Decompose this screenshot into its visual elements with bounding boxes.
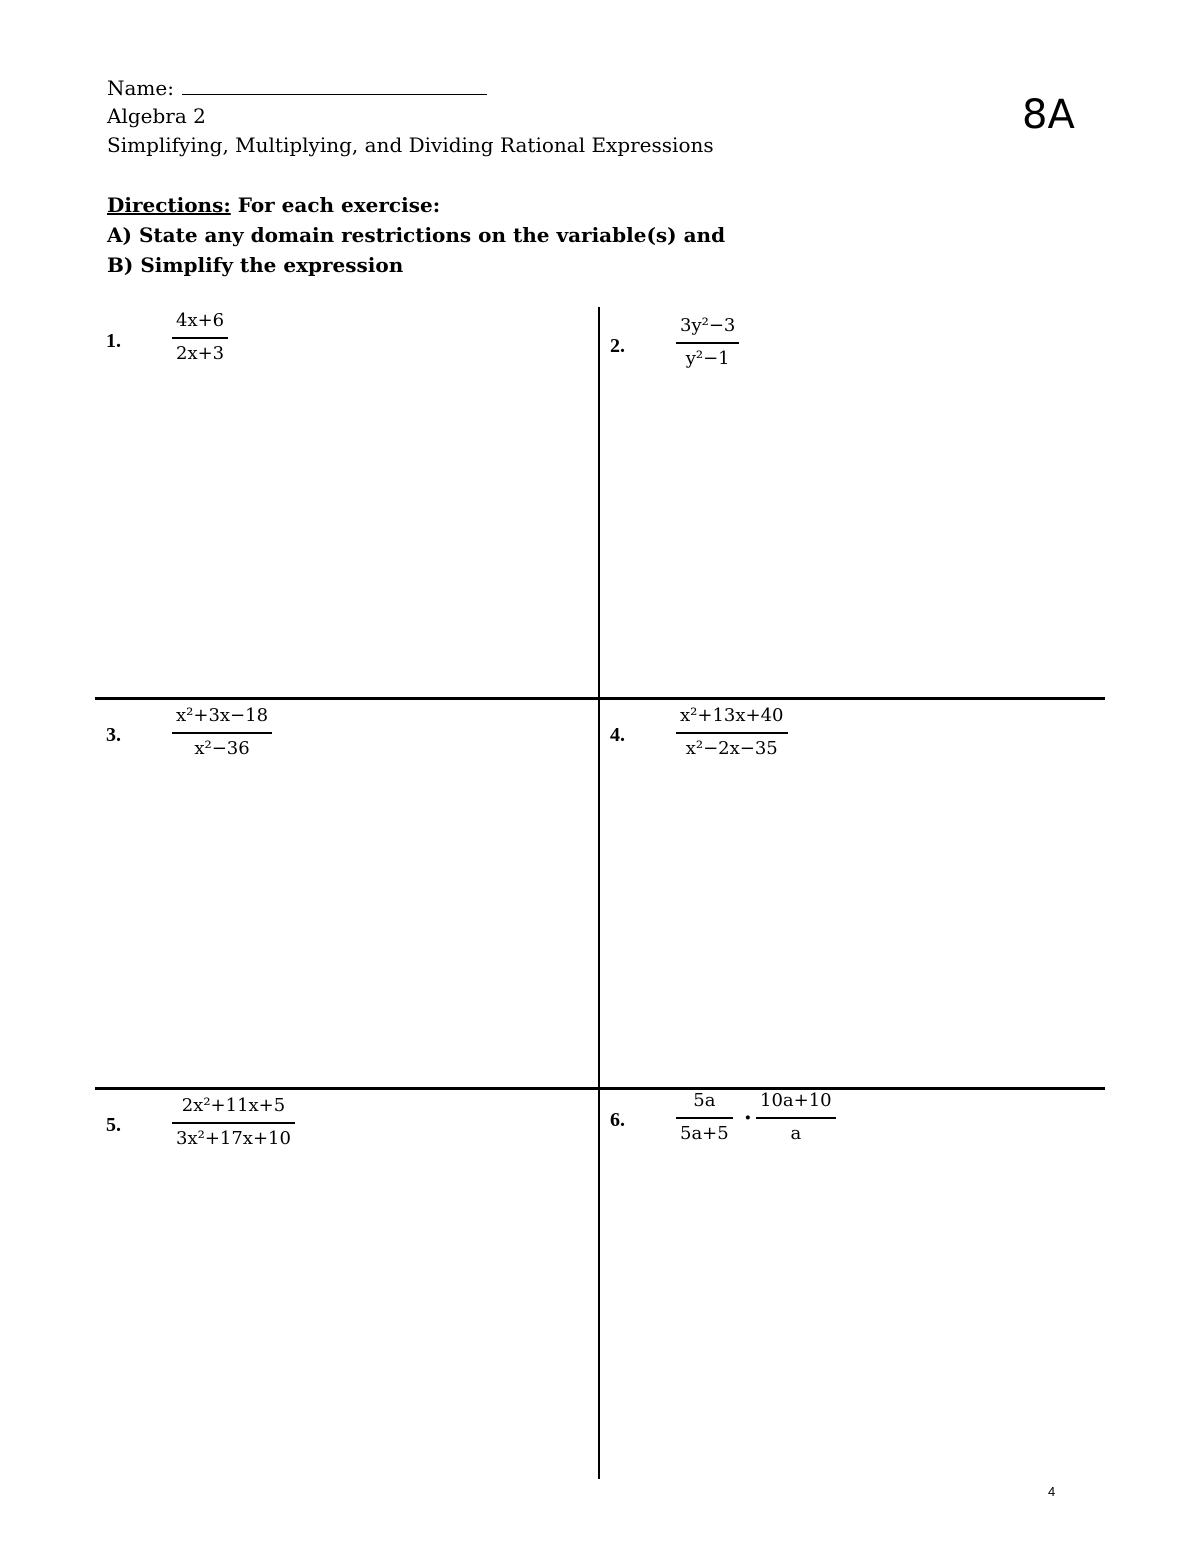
name-line — [107, 73, 487, 103]
problem-4-fraction — [676, 704, 788, 761]
problem-1-denominator: 2x+3 — [176, 343, 225, 364]
problem-5-numerator: 2x²+11x+5 — [181, 1095, 286, 1116]
problem-3-numerator: x²+3x−18 — [176, 705, 269, 726]
direction-a: A) State any domain restrictions on the variable(s) and — [107, 223, 726, 247]
problem-4-denominator: x²−2x−35 — [685, 738, 778, 759]
problem-6-denominator-2: a — [790, 1123, 802, 1144]
problem-3-number: 3. — [106, 724, 121, 746]
problem-2-numerator: 3y²−3 — [680, 315, 736, 336]
problem-6-fraction-2 — [756, 1089, 836, 1146]
problem-1-number: 1. — [106, 330, 121, 352]
name-blank[interactable] — [182, 74, 487, 95]
fraction-bar — [676, 732, 788, 734]
directions-text: For each exercise: — [230, 193, 441, 217]
problem-2-number: 2. — [610, 335, 625, 357]
problem-5-denominator: 3x²+17x+10 — [176, 1128, 291, 1149]
problem-1-fraction — [172, 309, 228, 366]
problem-4-number: 4. — [610, 724, 625, 746]
name-label: Name: — [107, 76, 174, 100]
directions-line — [107, 190, 440, 220]
direction-b: B) Simplify the expression — [107, 253, 404, 277]
fraction-bar — [676, 342, 739, 344]
problem-6-number: 6. — [610, 1109, 625, 1131]
topic-title: Simplifying, Multiplying, and Dividing Rational Expressions — [107, 133, 714, 157]
problem-6-numerator-1: 5a — [693, 1090, 716, 1111]
page-number: 4 — [1048, 1484, 1056, 1499]
fraction-bar — [756, 1117, 836, 1119]
fraction-bar — [172, 337, 228, 339]
problem-6-denominator-1: 5a+5 — [680, 1123, 729, 1144]
grid-horizontal-divider-2 — [95, 1087, 1105, 1090]
grid-vertical-divider — [598, 307, 600, 1479]
problem-6-fraction-1 — [676, 1089, 733, 1146]
directions-label: Directions: — [107, 193, 231, 217]
fraction-bar — [172, 732, 272, 734]
problem-3-fraction — [172, 704, 272, 761]
grid-horizontal-divider-1 — [95, 697, 1105, 700]
problem-5-number: 5. — [106, 1114, 121, 1136]
problem-4-numerator: x²+13x+40 — [680, 705, 784, 726]
course-title: Algebra 2 — [107, 104, 206, 128]
problem-1-numerator: 4x+6 — [176, 310, 225, 331]
problem-2-fraction — [676, 314, 739, 371]
multiply-dot: · — [744, 1105, 752, 1131]
problem-6-numerator-2: 10a+10 — [760, 1090, 832, 1111]
problem-5-fraction — [172, 1094, 295, 1151]
worksheet-code: 8A — [1022, 92, 1075, 138]
fraction-bar — [172, 1122, 295, 1124]
fraction-bar — [676, 1117, 733, 1119]
problem-3-denominator: x²−36 — [194, 738, 250, 759]
problem-2-denominator: y²−1 — [685, 348, 730, 369]
